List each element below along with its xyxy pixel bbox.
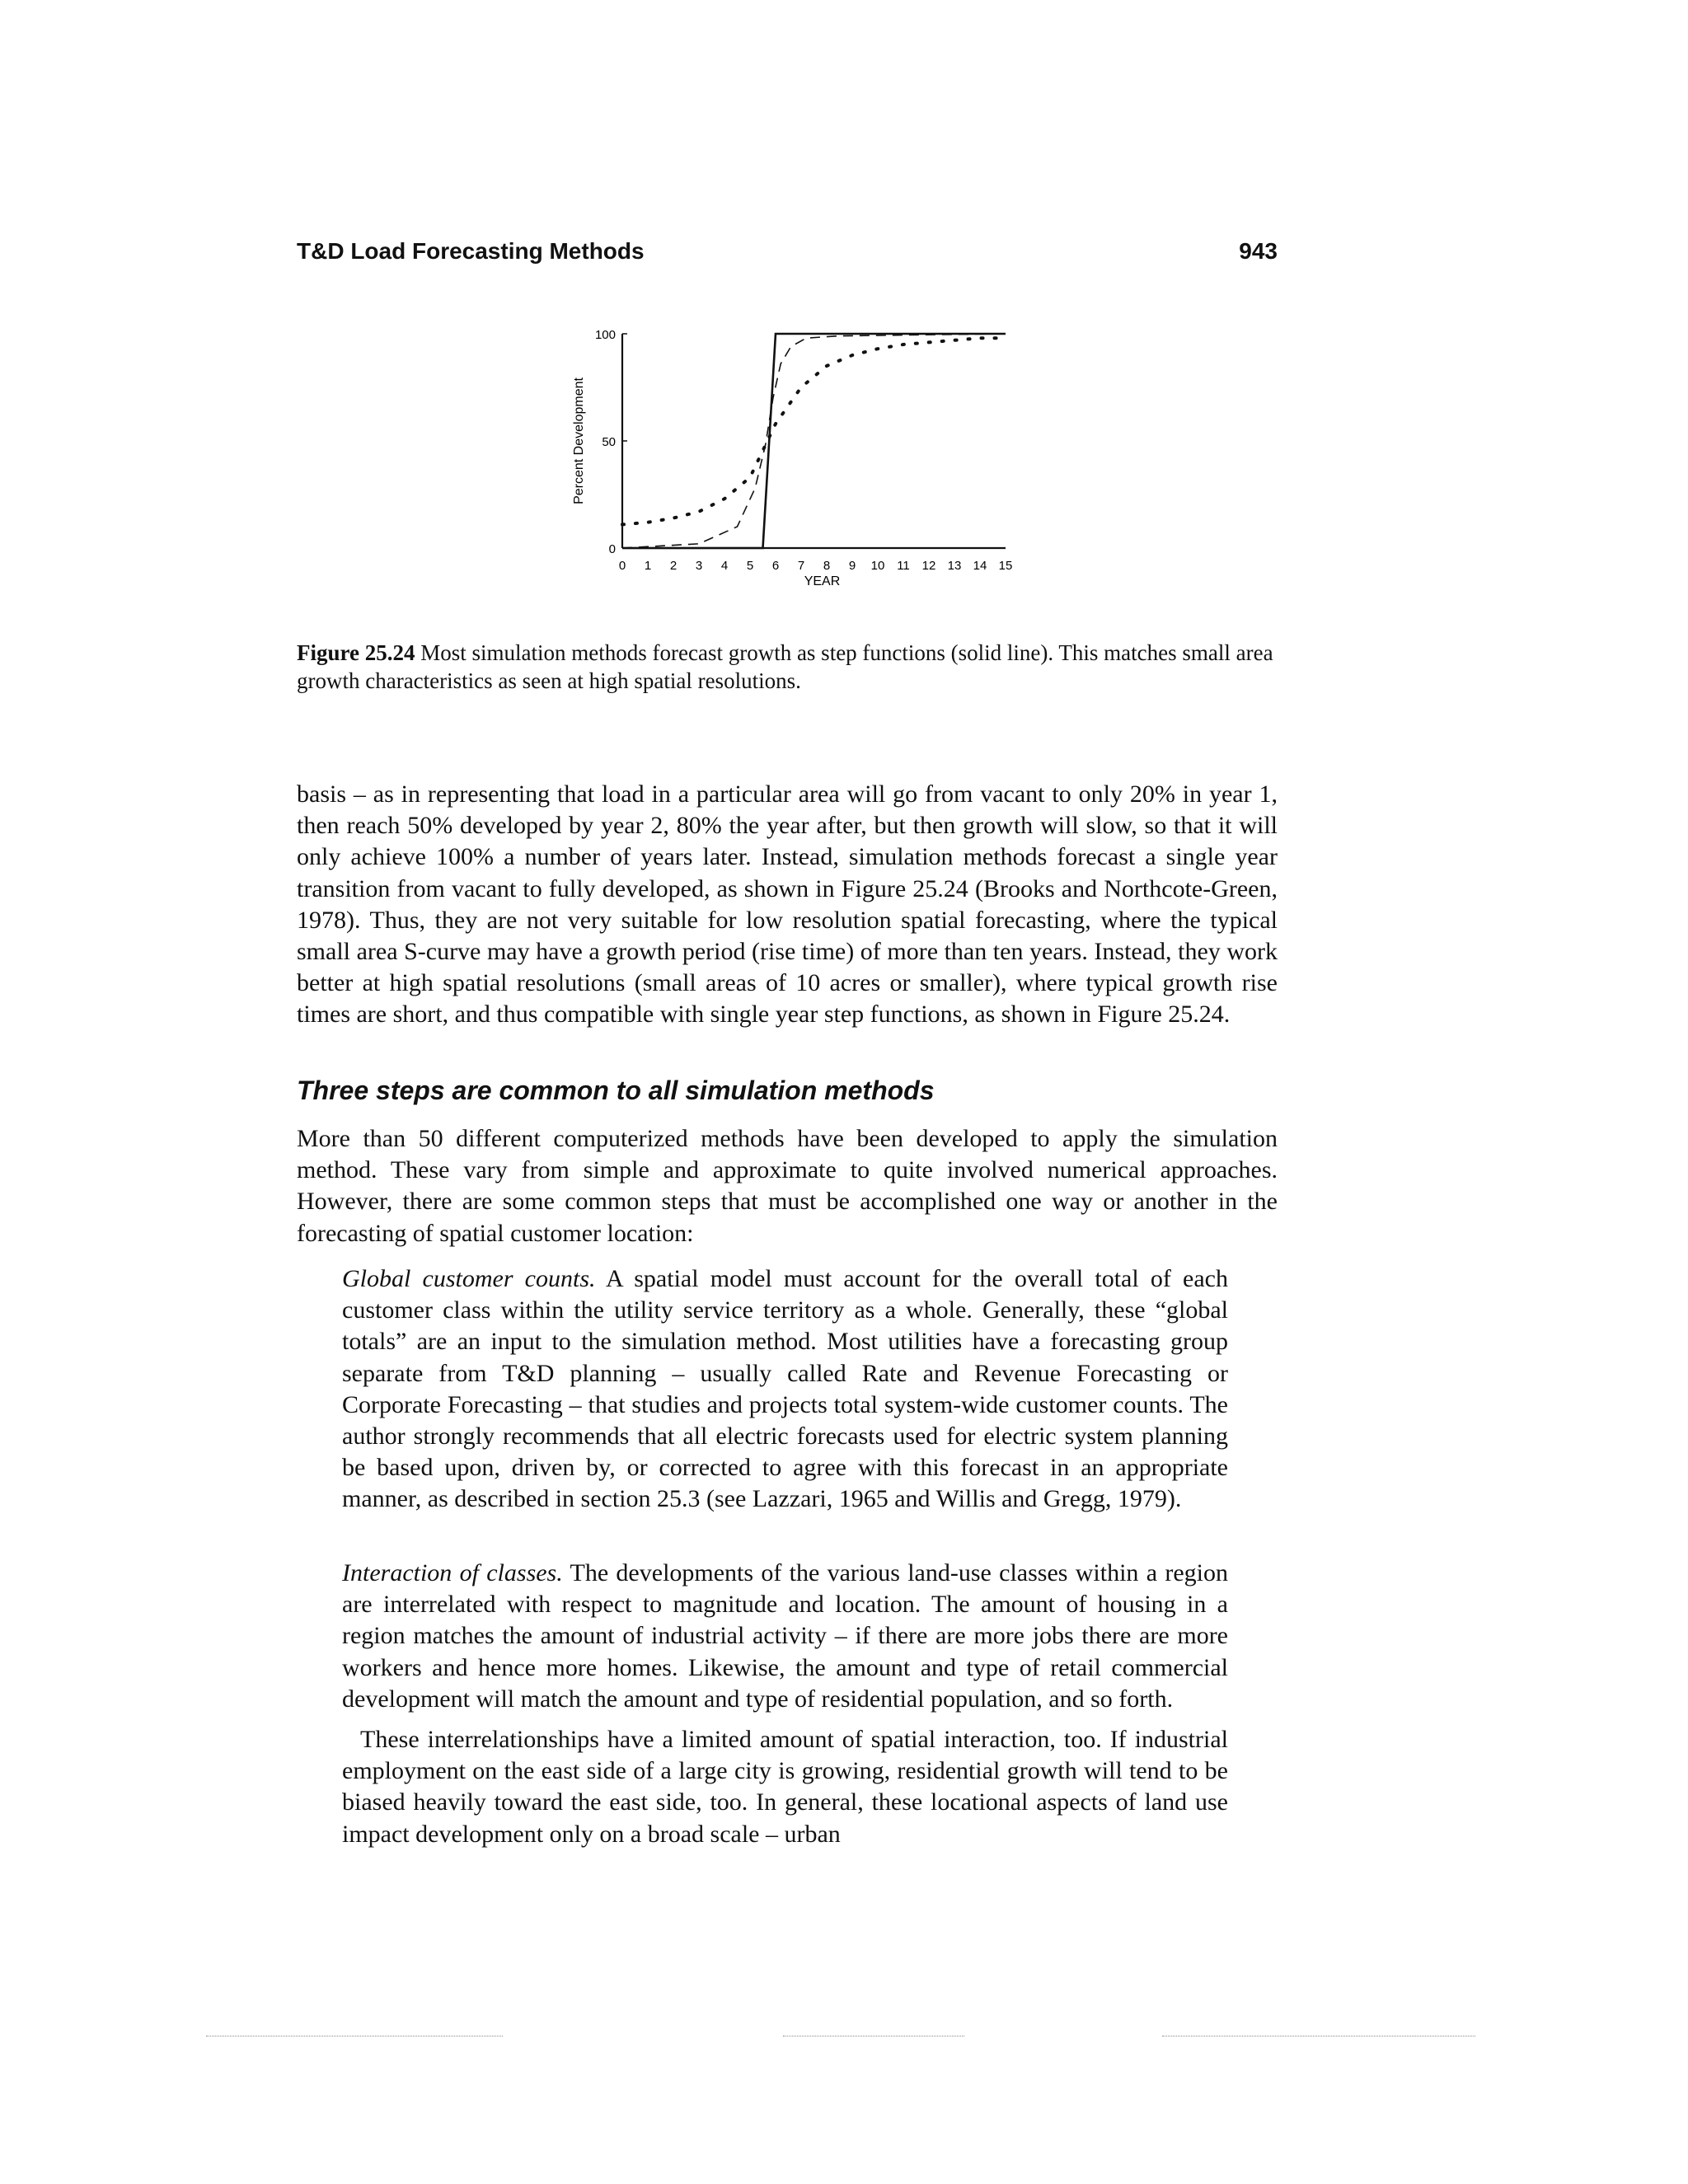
x-tick-label: 0 (618, 559, 626, 573)
x-tick-label: 9 (848, 559, 856, 573)
x-tick-label: 13 (947, 559, 962, 573)
paragraph-basis (297, 779, 1278, 1031)
caption-text: Most simulation methods forecast growth as step functions (solid line). This matches small area growth characteristics as seen at high spatial resolutions. (297, 640, 1273, 693)
x-tick-label: 3 (695, 559, 703, 573)
y-tick-label: 0 (608, 542, 616, 556)
x-tick-label: 4 (720, 559, 729, 573)
x-tick-label: 5 (746, 559, 754, 573)
item-global-text: A spatial model must account for the overall total of each customer class within the utility service territory as a whole. Generally, these “global totals” are an input to the simulation method. Most utilities have a forecasting group separate from T&D planning – usually called Rate and Revenue Forecasting or Corporate Forecasting – that studies and projects total system-wide customer counts. The author strongly recommends that all electric forecasts used for electric system planning be based upon, driven by, or corrected to agree with this forecast in an appropriate manner, as described in section 25.3 (see Lazzari, 1965 and Willis and Gregg, 1979). (342, 1265, 1228, 1513)
x-tick-label: 15 (998, 559, 1013, 573)
item-interaction-of-classes (342, 1558, 1228, 1715)
paragraph-intro (297, 1123, 1278, 1249)
x-tick-label: 11 (897, 559, 910, 573)
caption-label: Figure 25.24 (297, 640, 415, 665)
x-tick-label: 1 (644, 559, 652, 573)
paragraph-interrelationships (342, 1724, 1228, 1850)
y-tick-label: 50 (602, 435, 616, 449)
item-global-customer-counts (342, 1263, 1228, 1516)
x-axis-label: YEAR (804, 574, 841, 588)
running-head (297, 238, 1278, 271)
chapter-title: T&D Load Forecasting Methods (297, 238, 645, 264)
item-interaction-term: Interaction of classes. (342, 1559, 563, 1586)
x-tick-label: 7 (797, 559, 805, 573)
dashed-curve-line (622, 334, 1006, 548)
growth-chart (560, 317, 1022, 610)
figure-caption (297, 639, 1278, 695)
x-tick-label: 12 (921, 559, 936, 573)
y-tick-label: 100 (594, 328, 616, 342)
x-tick-label: 14 (973, 559, 987, 573)
x-tick-label: 8 (823, 559, 831, 573)
x-tick-label: 6 (771, 559, 780, 573)
paragraph-basis-text: basis – as in representing that load in a particular area will go from vacant to only 20% in year 1, then reach 50% developed by year 2, 80% the year after, but then growth will slow, so that it will only achieve 100% a number of years later. Instead, simulation methods forecast a single year transition from vacant to fully developed, as shown in Figure 25.24 (Brooks and Northcote-Green, 1978). Thus, they are not very suitable for low resolution spatial forecasting, where the typical small area S-curve may have a growth period (rise time) of more than ten years. Instead, they work better at high spatial resolutions (small areas of 10 acres or smaller), where typical growth rise times are short, and thus compatible with single year step functions, as shown in Figure 25.24. (297, 780, 1278, 1029)
x-tick-label: 2 (669, 559, 678, 573)
paragraph-interrelationships-text: These interrelationships have a limited amount of spatial interaction, too. If industrial employment on the east side of a large city is growing, residential growth will tend to be biased heavily toward the east side, too. In general, these locational aspects of land use impact development only on a broad scale – urban (342, 1726, 1228, 1848)
item-interaction-text: The developments of the various land-use classes within a region are interrelated with respect to magnitude and location. The amount of housing in a region matches the amount of industrial activity – if there are more jobs there are more workers and hence more homes. Likewise, the amount and type of retail commercial development will match the amount and type of residential population, and so forth. (342, 1559, 1228, 1713)
page-number: 943 (1239, 238, 1278, 264)
figure-25-24 (560, 317, 1022, 610)
y-axis-label: Percent Development (572, 377, 586, 504)
paragraph-intro-text: More than 50 different computerized methods have been developed to apply the simulation method. These vary from simple and approximate to quite involved numerical approaches. However, there are some common steps that must be accomplished one way or another in the forecasting of spatial customer location: (297, 1125, 1278, 1247)
dotted-curve-line (622, 338, 1006, 524)
x-tick-label: 10 (870, 559, 885, 573)
item-global-term: Global customer counts. (342, 1265, 596, 1292)
section-heading: Three steps are common to all simulation methods (297, 1076, 935, 1105)
step-function-line (622, 334, 1006, 548)
